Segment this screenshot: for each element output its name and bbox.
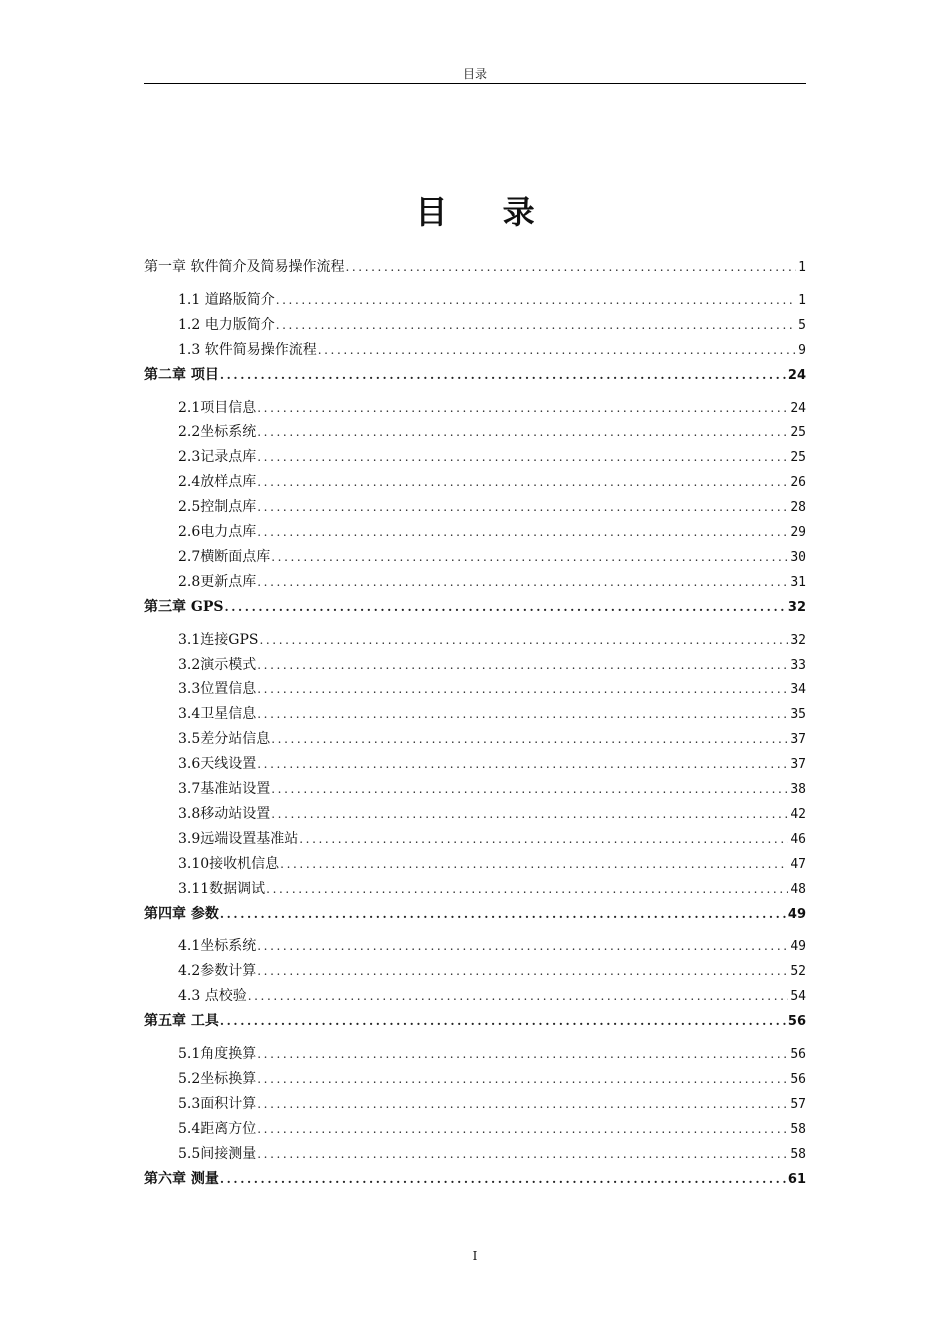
toc-entry-page: 9 [798, 342, 806, 358]
toc-section-entry[interactable] [178, 471, 806, 493]
toc-entry-page: 38 [790, 782, 806, 797]
toc-entry-page: 48 [790, 881, 806, 897]
running-header: 目录 [462, 67, 487, 81]
toc-entry-label: 4.1坐标系统 [178, 938, 257, 955]
toc-entry-label: 3.1连接GPS [178, 631, 259, 648]
toc-dot-leader [271, 728, 788, 750]
toc-entry-label: 5.2坐标换算 [178, 1070, 257, 1087]
toc-section-entry[interactable] [178, 935, 806, 957]
toc-entry-label: 3.7基准站设置 [178, 781, 271, 797]
toc-entry-label: 3.2演示模式 [178, 656, 257, 673]
toc-dot-leader [266, 878, 788, 900]
toc-chapter-entry[interactable] [144, 903, 806, 925]
toc-entry-label: 3.5差分站信息 [178, 731, 271, 748]
toc-entry-page: 54 [790, 989, 806, 1005]
toc-dot-leader [276, 289, 796, 311]
toc-chapter-entry[interactable] [144, 1010, 806, 1032]
toc-entry-label: 2.2坐标系统 [178, 424, 257, 441]
toc-dot-leader [257, 1118, 788, 1140]
toc-section-entry[interactable] [178, 629, 806, 651]
toc-section-entry[interactable] [178, 985, 806, 1007]
toc-entry-page: 42 [790, 806, 806, 822]
toc-entry-label: 3.6天线设置 [178, 756, 257, 773]
toc-entry-label: 1.1 道路版简介 [178, 291, 275, 308]
toc-entry-page: 61 [787, 1171, 806, 1187]
toc-entry-page: 56 [787, 1014, 806, 1030]
toc-entry-page: 35 [790, 707, 806, 723]
toc-dot-leader [257, 935, 788, 957]
toc-section-entry[interactable] [178, 1068, 806, 1090]
toc-entry-page: 1 [798, 260, 806, 275]
toc-entry-page: 30 [790, 549, 806, 565]
toc-dot-leader [257, 678, 788, 700]
toc-dot-leader [220, 364, 786, 386]
toc-section-entry[interactable] [178, 728, 806, 750]
toc-entry-page: 33 [790, 657, 806, 673]
toc-dot-leader [220, 1168, 786, 1190]
toc-entry-label: 第五章 工具 [144, 1013, 219, 1030]
toc-dot-leader [271, 546, 788, 568]
toc-entry-page: 32 [787, 599, 806, 615]
toc-entry-page: 32 [790, 632, 806, 648]
toc-entry-label: 3.8移动站设置 [178, 805, 271, 822]
toc-entry-page: 56 [790, 1071, 806, 1087]
toc-section-entry[interactable] [178, 314, 806, 336]
toc-entry-label: 5.5间接测量 [178, 1145, 257, 1162]
toc-entry-label: 2.1项目信息 [178, 399, 257, 416]
toc-section-entry[interactable] [178, 289, 806, 311]
toc-chapter-entry[interactable] [144, 364, 806, 386]
page-number: I [472, 1249, 478, 1263]
toc-entry-label: 第四章 参数 [144, 905, 219, 922]
toc-entry-label: 3.10接收机信息 [178, 855, 280, 872]
toc-dot-leader [257, 960, 788, 982]
toc-entry-page: 25 [790, 450, 806, 466]
toc-entry-page: 24 [790, 400, 806, 416]
toc-entry-label: 第六章 测量 [144, 1170, 219, 1187]
toc-entry-label: 4.2参数计算 [178, 963, 257, 980]
toc-section-entry[interactable] [178, 828, 806, 850]
toc-entry-label: 2.5控制点库 [178, 499, 257, 516]
toc-entry-page: 5 [798, 317, 806, 333]
toc-section-entry[interactable] [178, 521, 806, 543]
toc-dot-leader [224, 596, 785, 618]
toc-entry-label: 4.3 点校验 [178, 988, 247, 1005]
toc-dot-leader [271, 778, 788, 800]
toc-chapter-entry[interactable] [144, 256, 806, 278]
toc-entry-page: 58 [790, 1146, 806, 1162]
toc-section-entry[interactable] [178, 678, 806, 700]
toc-entry-page: 1 [798, 292, 806, 308]
toc-entry-label: 第三章 GPS [144, 598, 224, 615]
toc-section-entry[interactable] [178, 803, 806, 825]
toc-entry-page: 56 [790, 1047, 806, 1062]
toc-entry-page: 47 [790, 856, 806, 872]
toc-section-entry[interactable] [178, 703, 806, 725]
toc-dot-leader [257, 1068, 788, 1090]
toc-entry-page: 29 [790, 525, 806, 540]
toc-dot-leader [257, 753, 788, 775]
toc-section-entry[interactable] [178, 1118, 806, 1140]
toc-dot-leader [257, 1043, 788, 1065]
toc-section-entry[interactable] [178, 421, 806, 443]
toc-section-entry[interactable] [178, 778, 806, 800]
toc-entry-label: 3.11数据调试 [178, 880, 266, 897]
toc-entry-page: 28 [790, 500, 806, 516]
toc-entry-label: 2.3记录点库 [178, 449, 257, 466]
toc-entry-label: 2.7横断面点库 [178, 548, 271, 565]
toc-entry-page: 46 [790, 831, 806, 847]
toc-section-entry[interactable] [178, 1143, 806, 1165]
toc-dot-leader [257, 654, 788, 676]
toc-section-entry[interactable] [178, 446, 806, 468]
toc-dot-leader [271, 803, 788, 825]
toc-section-entry[interactable] [178, 397, 806, 419]
toc-entry-label: 2.4放样点库 [178, 474, 257, 491]
toc-dot-leader [257, 496, 788, 518]
toc-section-entry[interactable] [178, 571, 806, 593]
toc-dot-leader [299, 828, 788, 850]
toc-dot-leader [345, 256, 796, 278]
toc-entry-page: 58 [790, 1121, 806, 1137]
toc-entry-page: 57 [790, 1096, 806, 1112]
toc-entry-label: 1.2 电力版简介 [178, 316, 275, 333]
toc-dot-leader [257, 471, 788, 493]
toc-dot-leader [280, 853, 788, 875]
toc-dot-leader [257, 521, 788, 543]
toc-dot-leader [220, 903, 786, 925]
toc-chapter-entry[interactable] [144, 1168, 806, 1190]
toc-entry-page: 25 [790, 425, 806, 441]
toc-entry-label: 3.3位置信息 [178, 681, 257, 698]
toc-entry-page: 49 [790, 939, 806, 955]
toc-section-entry[interactable] [178, 960, 806, 982]
toc-section-entry[interactable] [178, 853, 806, 875]
toc-dot-leader [257, 1143, 788, 1165]
toc-entry-label: 第一章 软件简介及简易操作流程 [144, 259, 345, 275]
toc-dot-leader [248, 985, 789, 1007]
toc-dot-leader [257, 397, 788, 419]
page-title: 目 录 [415, 193, 557, 231]
toc-entry-page: 34 [790, 682, 806, 698]
toc-section-entry[interactable] [178, 1093, 806, 1115]
toc-chapter-entry[interactable] [144, 596, 806, 618]
toc-dot-leader [257, 1093, 788, 1115]
toc-entry-label: 5.3面积计算 [178, 1095, 257, 1112]
toc-dot-leader [276, 314, 796, 336]
toc-section-entry[interactable] [178, 496, 806, 518]
toc-section-entry[interactable] [178, 753, 806, 775]
toc-dot-leader [257, 703, 788, 725]
toc-entry-page: 26 [790, 475, 806, 491]
toc-dot-leader [257, 446, 788, 468]
header-rule [144, 83, 806, 84]
toc-entry-label: 3.9远端设置基准站 [178, 830, 299, 847]
toc-entry-page: 37 [790, 757, 806, 773]
toc-entry-label: 5.1角度换算 [178, 1046, 257, 1062]
toc-section-entry[interactable] [178, 878, 806, 900]
toc-entry-page: 49 [787, 906, 806, 922]
toc-entry-page: 24 [787, 367, 806, 383]
toc-dot-leader [257, 421, 788, 443]
toc-entry-label: 3.4卫星信息 [178, 706, 257, 723]
toc-entry-label: 1.3 软件简易操作流程 [178, 341, 317, 358]
toc-entry-page: 31 [790, 574, 806, 590]
toc-dot-leader [220, 1010, 786, 1032]
toc-entry-label: 5.4距离方位 [178, 1120, 257, 1137]
toc-section-entry[interactable] [178, 1043, 806, 1065]
toc-section-entry[interactable] [178, 654, 806, 676]
toc-dot-leader [318, 339, 796, 361]
toc-dot-leader [257, 571, 788, 593]
toc-entry-label: 第二章 项目 [144, 366, 219, 383]
toc-section-entry[interactable] [178, 339, 806, 361]
toc-entry-page: 52 [790, 964, 806, 980]
toc-entry-label: 2.6电力点库 [178, 524, 257, 540]
toc-entry-label: 2.8更新点库 [178, 573, 257, 590]
toc-entry-page: 37 [790, 732, 806, 748]
toc-section-entry[interactable] [178, 546, 806, 568]
toc-dot-leader [259, 629, 788, 651]
